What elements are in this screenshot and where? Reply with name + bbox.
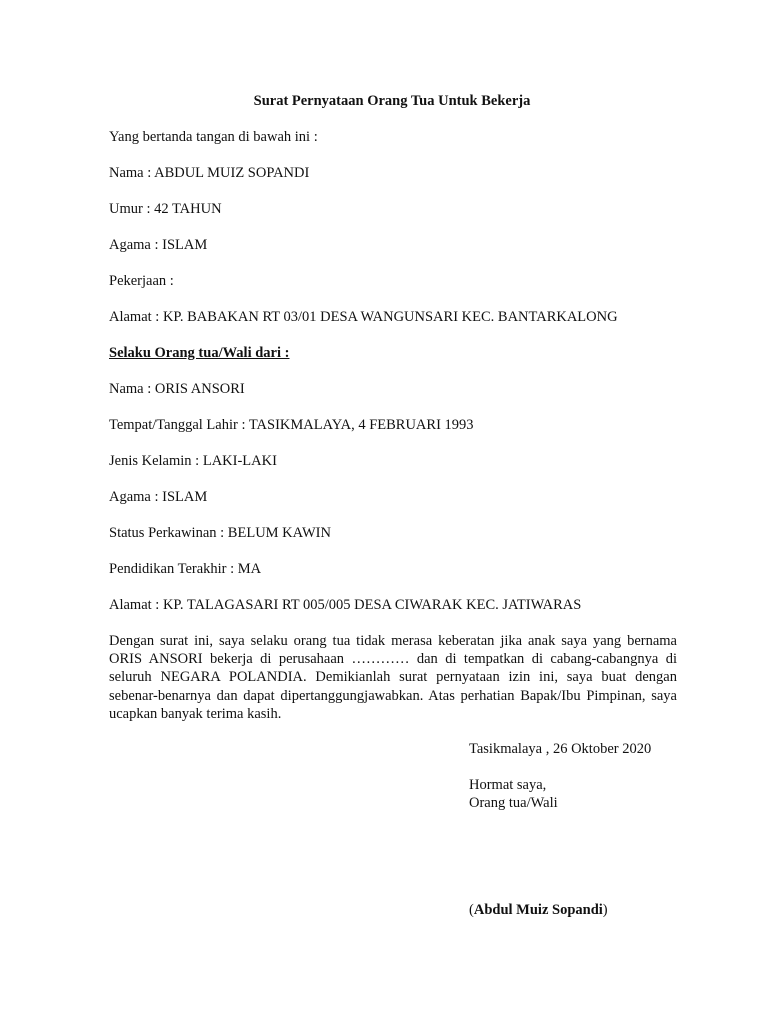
child-marital-status: Status Perkawinan : BELUM KAWIN <box>109 525 331 541</box>
section-heading: Selaku Orang tua/Wali dari : <box>109 345 290 361</box>
parent-age: Umur : 42 TAHUN <box>109 201 222 217</box>
place-date: Tasikmalaya , 26 Oktober 2020 <box>469 741 652 757</box>
letter-title: Surat Pernyataan Orang Tua Untuk Bekerja <box>253 93 531 109</box>
child-birth: Tempat/Tanggal Lahir : TASIKMALAYA, 4 FEBRUARI 1993 <box>109 417 474 433</box>
child-name: Nama : ORIS ANSORI <box>109 381 245 397</box>
open-paren: ( <box>469 902 474 918</box>
parent-occupation: Pekerjaan : <box>109 273 174 289</box>
child-education: Pendidikan Terakhir : MA <box>109 561 262 577</box>
child-religion: Agama : ISLAM <box>109 489 208 505</box>
body-paragraph: Dengan surat ini, saya selaku orang tua tidak merasa keberatan jika anak saya yang bernama ORIS ANSORI bekerja di perusahaan ………… dan di tempatkan di cabang-cabangnya di seluruh NEGARA POLANDIA. Demikianlah surat pernyataan izin ini, saya buat dengan sebenar-benarnya dan dapat dipertanggungjawabkan. Atas perhatian Bapak/Ibu Pimpinan, saya ucapkan banyak terima kasih. <box>109 633 677 722</box>
parent-name: Nama : ABDUL MUIZ SOPANDI <box>109 165 310 181</box>
closing-greeting: Hormat saya, <box>469 777 547 793</box>
child-address: Alamat : KP. TALAGASARI RT 005/005 DESA CIWARAK KEC. JATIWARAS <box>109 597 582 613</box>
child-gender: Jenis Kelamin : LAKI-LAKI <box>109 453 277 469</box>
signer-role: Orang tua/Wali <box>469 795 558 811</box>
close-paren: ) <box>602 902 608 918</box>
parent-religion: Agama : ISLAM <box>109 237 208 253</box>
signer-block <box>469 902 608 919</box>
intro-line: Yang bertanda tangan di bawah ini : <box>109 129 318 145</box>
signer-name: Abdul Muiz Sopandi <box>473 902 603 918</box>
parent-address: Alamat : KP. BABAKAN RT 03/01 DESA WANGUNSARI KEC. BANTARKALONG <box>109 309 618 325</box>
